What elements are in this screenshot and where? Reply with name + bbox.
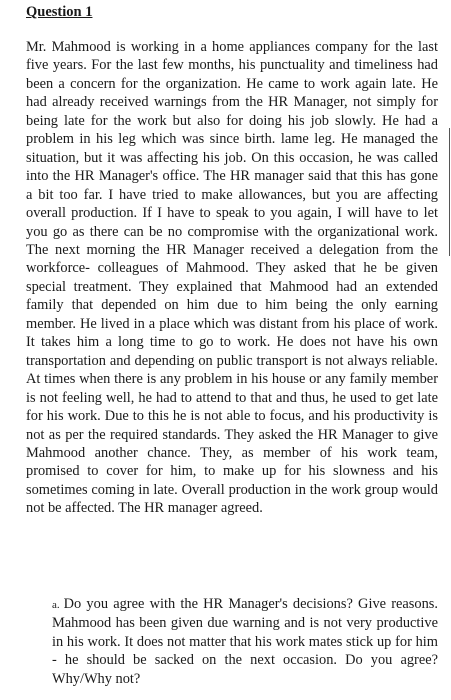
- question-a-marker: a.: [52, 599, 60, 611]
- text-cursor-line: [449, 128, 450, 256]
- question-a-text: Do you agree with the HR Manager's decisions? Give reasons. Mahmood has been given due warning and is not very productive in his work. It does not matter that his work mates stick up for him - he should be sacked on the next occasion. Do you agree? Why/Why not?: [52, 596, 438, 687]
- question-heading: Question 1: [26, 4, 93, 20]
- case-study-paragraph: Mr. Mahmood is working in a home appliances company for the last five years. For the last few months, his punctuality and timeliness had been a concern for the organization. He came to work again late. He had already received warnings from the HR Manager, not simply for being late for the work but also for doing his job slowly. He had a problem in his leg which was since birth. lame leg. He managed the situation, but it was affecting his job. On this occasion, he was called into the HR Manager's office. The HR manager said that this has gone a bit too far. I have tried to make allowances, but you are affecting overall production. If I have to speak to you again, I will have to let you go as there can be no compromise with the organizational work. The next morning the HR Manager received a delegation from the workforce- colleagues of Mahmood. They asked that he be given special treatment. They explained that Mahmood had an extended family that depended on him due to him being the only earning member. He lived in a place which was distant from his place of work. It takes him a long time to go to work. He does not have his own transportation and depending on public transport is not always reliable. At times when there is any problem in his house or any family member is not feeling well, he had to attend to that and thus, he used to get late for his work. Due to this he is not able to focus, and his productivity is not as per the required standards. They asked the HR Manager to give Mahmood another chance. They, as member of his work team, promised to cover for him, to make up for his slowness and his sometimes coming in late. Overall production in the work group would not be affected. The HR manager agreed.: [26, 39, 438, 517]
- question-a: [52, 595, 438, 688]
